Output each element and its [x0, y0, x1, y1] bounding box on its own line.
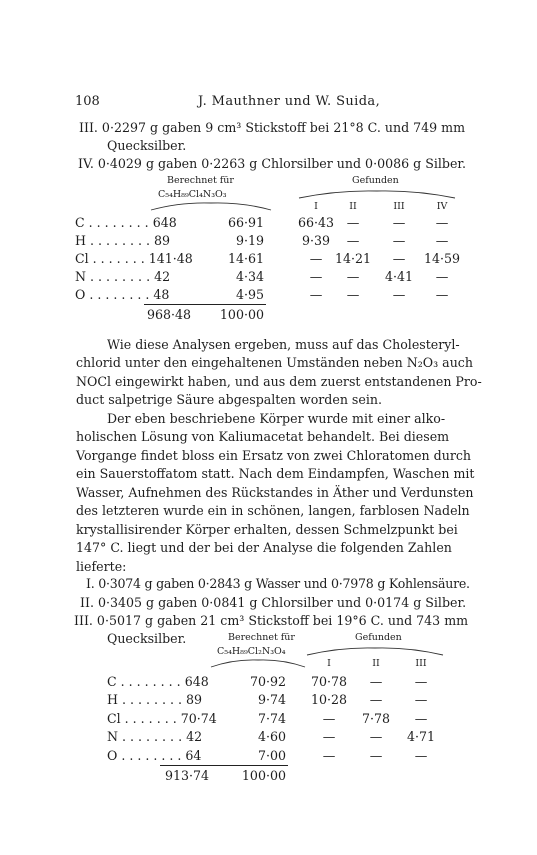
element-label: O . . . . . . . . 64 — [107, 748, 202, 763]
found-value: — — [435, 269, 449, 284]
text-line: 147° C. liegt und der bei der Analyse die folgenden Zahlen — [76, 540, 452, 555]
computed-percent: 66·91 — [227, 215, 264, 230]
computed-percent: 7·00 — [257, 748, 286, 763]
found-col-header: II — [349, 201, 357, 212]
found-value: 10·28 — [310, 692, 348, 707]
computed-percent: 70·92 — [249, 674, 286, 689]
element-label: H . . . . . . . . 89 — [107, 692, 203, 707]
found-value: 7·78 — [361, 711, 391, 726]
computed-percent: 4·34 — [235, 269, 264, 284]
found-value: 14·59 — [424, 251, 461, 266]
page-number: 108 — [75, 94, 100, 109]
found-col-header: I — [327, 658, 331, 669]
total-weight: 913·74 — [165, 768, 210, 783]
brace-computed — [210, 658, 306, 668]
found-value: — — [309, 269, 323, 284]
element-label: H . . . . . . . . 89 — [75, 233, 171, 248]
text-line: Wie diese Analysen ergeben, muss auf das Cholesteryl- — [107, 337, 460, 352]
element-label: N . . . . . . . . 42 — [107, 729, 203, 744]
found-value: — — [392, 233, 406, 248]
found-value: 70·78 — [310, 674, 348, 689]
found-value: — — [369, 692, 383, 707]
found-value: — — [369, 674, 383, 689]
text-line: holischen Lösung von Kaliumacetat behandelt. Bei diesem — [76, 429, 450, 444]
computed-label: Berechnet für — [228, 632, 295, 643]
text-line: duct salpetrige Säure abgespalten worden sein. — [76, 392, 382, 407]
found-col-header: III — [415, 658, 427, 669]
element-label: N . . . . . . . . 42 — [75, 269, 171, 284]
found-value: — — [414, 692, 428, 707]
text-line: NOCl eingewirkt haben, und aus dem zuerst entstandenen Pro- — [76, 374, 482, 389]
analysis-iii-continuation: Quecksilber. — [107, 138, 187, 153]
brace-found — [298, 189, 456, 199]
element-label: Cl . . . . . . . 141·48 — [75, 251, 193, 266]
formula: C₅₄H₈₉Cl₄N₃O₃ — [158, 189, 227, 200]
found-value: — — [392, 287, 406, 302]
found-value: — — [346, 287, 360, 302]
total-percent: 100·00 — [219, 307, 264, 322]
analysis-iii-line: III. 0·5017 g gaben 21 cm³ Stickstoff bei 19°6 C. und 743 mm — [74, 613, 469, 628]
found-value: — — [346, 215, 360, 230]
text-line: Wasser, Aufnehmen des Rückstandes in Äther und Verdunsten — [76, 485, 474, 500]
found-value: — — [322, 729, 336, 744]
found-label: Gefunden — [355, 632, 402, 643]
text-line: krystallisirender Körper erhalten, dessen Schmelzpunkt bei — [76, 522, 458, 537]
sum-rule — [144, 304, 266, 305]
computed-percent: 9·74 — [257, 692, 286, 707]
found-value: — — [392, 251, 406, 266]
found-value: — — [346, 269, 360, 284]
sum-rule — [160, 765, 288, 766]
computed-percent: 4·95 — [235, 287, 264, 302]
running-title: J. Mauthner und W. Suida, — [198, 94, 381, 109]
found-value: — — [435, 215, 449, 230]
brace-computed — [150, 201, 272, 211]
found-value: — — [309, 287, 323, 302]
element-label: C . . . . . . . . 648 — [75, 215, 177, 230]
computed-percent: 14·61 — [227, 251, 264, 266]
found-value: — — [414, 674, 428, 689]
found-value: — — [414, 748, 428, 763]
found-value: 66·43 — [297, 215, 335, 230]
found-value: — — [369, 729, 383, 744]
analysis-ii-line: II. 0·3405 g gaben 0·0841 g Chlorsilber und 0·0174 g Silber. — [80, 595, 467, 610]
text-line: chlorid unter den eingehaltenen Umständen neben N₂O₃ auch — [76, 355, 473, 370]
found-value: — — [435, 233, 449, 248]
found-value: — — [322, 711, 336, 726]
found-value: — — [392, 215, 406, 230]
found-col-header: IV — [436, 201, 448, 212]
found-value: 14·21 — [335, 251, 372, 266]
analysis-i-line: I. 0·3074 g gaben 0·2843 g Wasser und 0·7978 g Kohlensäure. — [86, 576, 470, 591]
found-label: Gefunden — [352, 175, 399, 186]
text-line: Vorgange findet bloss ein Ersatz von zwei Chloratomen durch — [76, 448, 472, 463]
formula: C₅₄H₈₉Cl₂N₃O₄ — [217, 646, 286, 657]
found-value: — — [346, 233, 360, 248]
found-value: — — [322, 748, 336, 763]
found-value: — — [309, 251, 323, 266]
text-line: Der eben beschriebene Körper wurde mit einer alko- — [107, 411, 446, 426]
total-percent: 100·00 — [241, 768, 286, 783]
found-value: — — [369, 748, 383, 763]
text-line: lieferte: — [76, 559, 127, 574]
found-value: 4·71 — [406, 729, 436, 744]
computed-percent: 4·60 — [257, 729, 286, 744]
analysis-iii-continuation: Quecksilber. — [107, 631, 187, 646]
text-line: des letzteren wurde ein in schönen, langen, farblosen Nadeln — [76, 503, 470, 518]
found-col-header: II — [372, 658, 380, 669]
computed-label: Berechnet für — [167, 175, 234, 186]
element-label: Cl . . . . . . . 70·74 — [107, 711, 217, 726]
found-value: 9·39 — [301, 233, 331, 248]
computed-percent: 7·74 — [257, 711, 286, 726]
total-weight: 968·48 — [147, 307, 192, 322]
found-col-header: I — [314, 201, 318, 212]
analysis-iv-line: IV. 0·4029 g gaben 0·2263 g Chlorsilber und 0·0086 g Silber. — [78, 156, 467, 171]
found-col-header: III — [393, 201, 405, 212]
found-value: — — [435, 287, 449, 302]
element-label: C . . . . . . . . 648 — [107, 674, 209, 689]
brace-found — [306, 646, 444, 656]
text-line: ein Sauerstoffatom statt. Nach dem Eindampfen, Waschen mit — [76, 466, 475, 481]
found-value: — — [414, 711, 428, 726]
computed-percent: 9·19 — [235, 233, 264, 248]
analysis-iii-line: III. 0·2297 g gaben 9 cm³ Stickstoff bei 21°8 C. und 749 mm — [79, 120, 466, 135]
found-value: 4·41 — [384, 269, 414, 284]
element-label: O . . . . . . . . 48 — [75, 287, 170, 302]
